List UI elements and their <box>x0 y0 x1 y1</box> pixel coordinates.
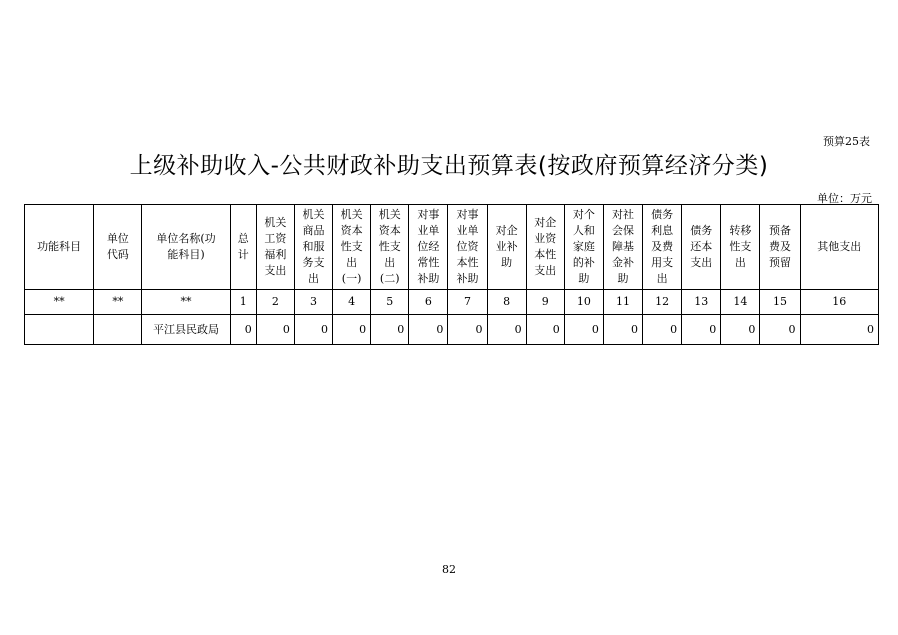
table-cell: 0 <box>721 315 760 345</box>
column-number-cell: 10 <box>564 290 603 315</box>
header-cell: 对社会保障基金补助 <box>603 205 642 290</box>
column-number-cell: ** <box>142 290 230 315</box>
table-cell: 0 <box>371 315 409 345</box>
header-cell: 债务还本支出 <box>682 205 721 290</box>
header-cell: 预备费及预留 <box>760 205 800 290</box>
header-cell: 机关商品和服务支出 <box>294 205 332 290</box>
header-cell: 单位代码 <box>94 205 142 290</box>
column-number-cell: 12 <box>643 290 682 315</box>
header-cell: 机关工资福利支出 <box>256 205 294 290</box>
header-cell: 对企业补助 <box>487 205 526 290</box>
column-number-cell: 2 <box>256 290 294 315</box>
table-cell: 0 <box>409 315 448 345</box>
table-row <box>25 315 879 345</box>
column-number-cell: 11 <box>603 290 642 315</box>
unit-name-cell: 平江县民政局 <box>142 315 230 345</box>
header-cell: 机关资本性支出(一) <box>333 205 371 290</box>
table-cell: 0 <box>603 315 642 345</box>
header-cell: 单位名称(功能科目) <box>142 205 230 290</box>
column-number-cell: 15 <box>760 290 800 315</box>
header-cell: 对事业单位资本性补助 <box>448 205 487 290</box>
table-cell: 0 <box>800 315 878 345</box>
table-cell <box>25 315 94 345</box>
table-cell: 0 <box>526 315 564 345</box>
table-cell: 0 <box>643 315 682 345</box>
table-cell: 0 <box>333 315 371 345</box>
column-number-row <box>25 290 879 315</box>
column-number-cell: 13 <box>682 290 721 315</box>
header-cell: 对个人和家庭的补助 <box>564 205 603 290</box>
column-number-cell: 4 <box>333 290 371 315</box>
column-number-cell: ** <box>25 290 94 315</box>
table-cell: 0 <box>448 315 487 345</box>
table-code: 预算25表 <box>823 135 870 148</box>
column-number-cell: ** <box>94 290 142 315</box>
table-cell: 0 <box>294 315 332 345</box>
table-cell: 0 <box>256 315 294 345</box>
column-number-cell: 8 <box>487 290 526 315</box>
header-cell: 对事业单位经常性补助 <box>409 205 448 290</box>
header-row <box>25 205 879 290</box>
header-cell: 机关资本性支出(二) <box>371 205 409 290</box>
budget-table <box>24 204 879 345</box>
page-number: 82 <box>442 563 456 576</box>
header-cell: 总计 <box>230 205 256 290</box>
unit-label: 单位：万元 <box>817 192 872 205</box>
column-number-cell: 6 <box>409 290 448 315</box>
document-title: 上级补助收入-公共财政补助支出预算表(按政府预算经济分类) <box>129 153 769 179</box>
column-number-cell: 16 <box>800 290 878 315</box>
header-cell: 其他支出 <box>800 205 878 290</box>
table-cell <box>94 315 142 345</box>
header-cell: 转移性支出 <box>721 205 760 290</box>
column-number-cell: 7 <box>448 290 487 315</box>
table-cell: 0 <box>564 315 603 345</box>
table-cell: 0 <box>487 315 526 345</box>
column-number-cell: 1 <box>230 290 256 315</box>
table-cell: 0 <box>682 315 721 345</box>
column-number-cell: 9 <box>526 290 564 315</box>
table-cell: 0 <box>760 315 800 345</box>
column-number-cell: 14 <box>721 290 760 315</box>
table-cell: 0 <box>230 315 256 345</box>
column-number-cell: 3 <box>294 290 332 315</box>
header-cell: 债务利息及费用支出 <box>643 205 682 290</box>
header-cell: 对企业资本性支出 <box>526 205 564 290</box>
column-number-cell: 5 <box>371 290 409 315</box>
header-cell: 功能科目 <box>25 205 94 290</box>
